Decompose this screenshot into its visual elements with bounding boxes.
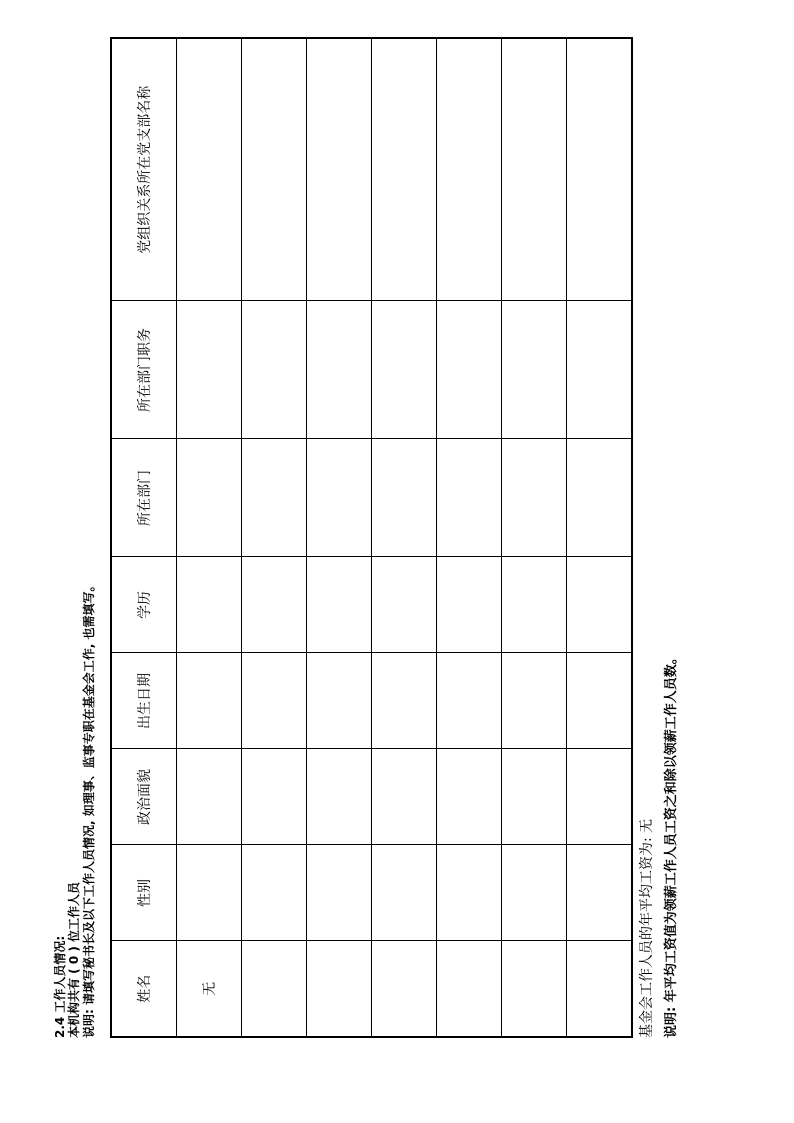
table-cell — [372, 439, 437, 557]
salary-note: 说明: 年平均工资值为领薪工作人员工资之和除以领薪工作人员数。 — [664, 651, 679, 1038]
average-salary-line: 基金会工作人员的年平均工资为: 无 — [639, 818, 655, 1038]
table-cell — [567, 38, 633, 301]
table-cell — [177, 38, 242, 301]
table-cell — [437, 301, 502, 439]
column-header: 学历 — [111, 557, 177, 653]
table-cell — [242, 653, 307, 749]
table-cell — [242, 301, 307, 439]
table-cell — [437, 653, 502, 749]
table-cell: 无 — [177, 941, 242, 1037]
table-cell — [502, 845, 567, 941]
table-row — [372, 38, 437, 1037]
table-cell — [502, 941, 567, 1037]
table-cell — [242, 439, 307, 557]
column-header: 所在部门 — [111, 439, 177, 557]
table-cell — [307, 941, 372, 1037]
column-header: 性别 — [111, 845, 177, 941]
table-cell — [567, 749, 633, 845]
table-cell — [307, 749, 372, 845]
table-cell — [242, 941, 307, 1037]
table-row — [502, 38, 567, 1037]
table-cell — [502, 301, 567, 439]
column-header: 出生日期 — [111, 653, 177, 749]
table-header-row — [111, 38, 177, 1037]
table-row — [567, 38, 633, 1037]
table-cell — [242, 38, 307, 301]
table-cell — [177, 749, 242, 845]
table-cell — [567, 301, 633, 439]
table-cell — [437, 439, 502, 557]
table-cell — [372, 38, 437, 301]
table-cell — [242, 557, 307, 653]
table-cell — [372, 749, 437, 845]
table-row — [307, 38, 372, 1037]
table-cell — [177, 301, 242, 439]
staff-count-line: 本机构共有 ( 0 ) 位工作人员 — [67, 881, 81, 1038]
table-cell — [502, 38, 567, 301]
table-cell — [567, 845, 633, 941]
table-cell — [177, 557, 242, 653]
rotated-page-content — [50, 38, 700, 1038]
table-cell — [567, 941, 633, 1037]
table-cell — [502, 749, 567, 845]
table-cell — [567, 653, 633, 749]
table-cell — [437, 38, 502, 301]
table-cell — [567, 557, 633, 653]
table-cell — [502, 653, 567, 749]
instruction-note: 说明: 请填写秘书长及以下工作人员情况, 如理事、监事专职在基金会工作, 也需填写。 — [82, 579, 96, 1038]
table-cell — [502, 439, 567, 557]
table-cell — [372, 557, 437, 653]
table-cell — [177, 845, 242, 941]
table-cell — [242, 845, 307, 941]
table-cell — [177, 439, 242, 557]
table-cell — [437, 749, 502, 845]
table-cell — [372, 941, 437, 1037]
table-cell — [567, 439, 633, 557]
table-cell — [372, 845, 437, 941]
table-cell — [242, 749, 307, 845]
table-cell — [437, 557, 502, 653]
table-cell — [307, 439, 372, 557]
table-cell — [502, 557, 567, 653]
table-body — [177, 38, 633, 1037]
column-header: 党组织关系所在党支部名称 — [111, 38, 177, 301]
table-cell — [437, 941, 502, 1037]
staff-table — [110, 37, 633, 1038]
column-header: 所在部门职务 — [111, 301, 177, 439]
table-cell — [307, 38, 372, 301]
table-row — [242, 38, 307, 1037]
column-header: 姓名 — [111, 941, 177, 1037]
table-cell — [437, 845, 502, 941]
table-cell — [307, 301, 372, 439]
table-row — [177, 38, 242, 1037]
table-cell — [307, 557, 372, 653]
table-cell — [372, 653, 437, 749]
section-title: 2.4 工作人员情况: — [53, 935, 67, 1038]
table-cell — [307, 845, 372, 941]
column-header: 政治面貌 — [111, 749, 177, 845]
table-row — [437, 38, 502, 1037]
table-cell — [177, 653, 242, 749]
table-cell — [307, 653, 372, 749]
table-cell — [372, 301, 437, 439]
